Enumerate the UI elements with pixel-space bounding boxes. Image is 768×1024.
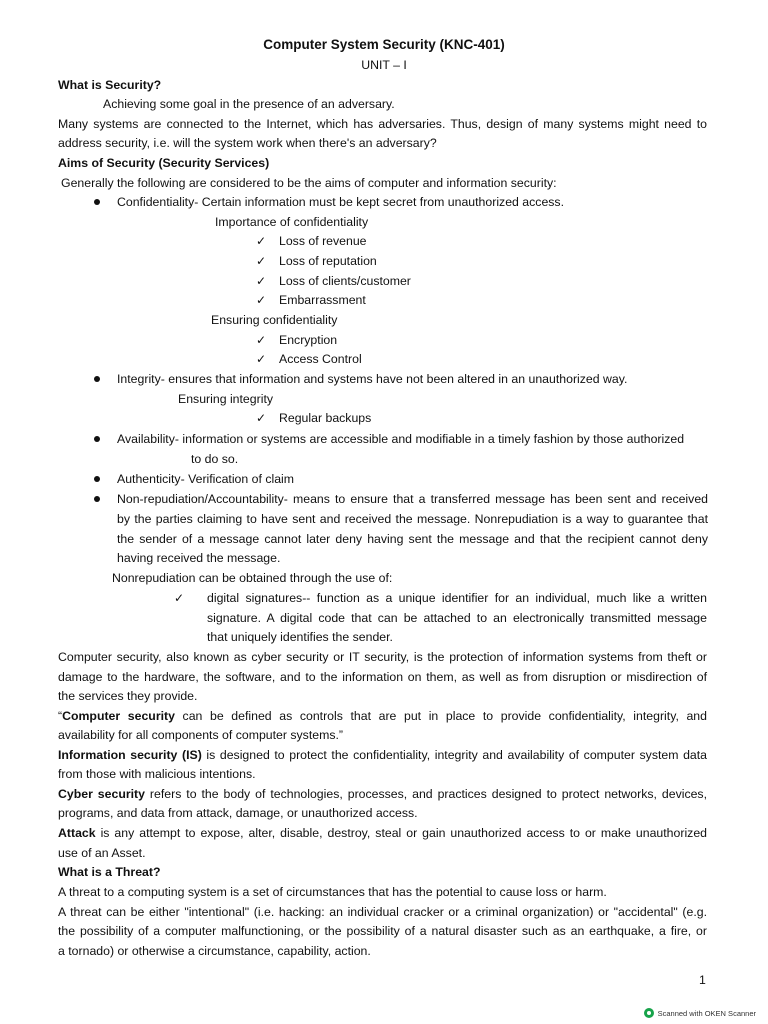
information-security-definition-cont: from those with malicious intentions. xyxy=(58,767,256,781)
ensuring-integrity-label: Ensuring integrity xyxy=(178,392,274,406)
threat-line: A threat can be either "intentional" (i.e. hacking: an individual cracker or a criminal organization) or "accidental" (e.g. xyxy=(58,905,707,919)
bullet-icon xyxy=(94,199,100,205)
information-security-definition xyxy=(58,746,707,764)
heading-what-is-a-threat: What is a Threat? xyxy=(58,865,161,879)
term-information-security: Information security (IS) xyxy=(58,748,202,762)
open-quote: “ xyxy=(58,709,63,723)
term-attack: Attack xyxy=(58,826,96,840)
threat-line: a tornado) or otherwise a circumstance, capability, action. xyxy=(58,944,371,958)
security-paragraph-line: Many systems are connected to the Internet, which has adversaries. Thus, design of many systems might need to xyxy=(58,117,707,131)
bullet-icon xyxy=(94,476,100,482)
check-icon: ✓ xyxy=(256,293,267,307)
definition-text: refers to the body of technologies, processes, and practices designed to protect networks, devices, xyxy=(144,787,707,801)
digital-signatures-line: digital signatures-- function as a unique identifier for an individual, much like a written xyxy=(207,591,707,605)
computer-security-line: the services they provide. xyxy=(58,689,198,703)
security-paragraph-line: address security, i.e. will the system work when there's an adversary? xyxy=(58,136,437,150)
integrity-item: Integrity- ensures that information and systems have not been altered in an unauthorized way. xyxy=(117,372,628,386)
nonrepudiation-line: by the parties claiming to have sent and received the message. Nonrepudiation is a way to guarantee that xyxy=(117,512,708,526)
importance-item: Loss of reputation xyxy=(279,254,377,268)
nonrepudiation-line: Non-repudiation/Accountability- means to ensure that a transferred message has been sent and received xyxy=(117,492,708,506)
check-icon: ✓ xyxy=(256,333,267,347)
importance-item: Loss of revenue xyxy=(279,234,367,248)
computer-security-line: Computer security, also known as cyber security or IT security, is the protection of information systems from theft or xyxy=(58,650,707,664)
availability-item: Availability- information or systems are accessible and modifiable in a timely fashion by those authorized xyxy=(117,432,685,446)
scanner-logo-icon xyxy=(644,1008,654,1018)
bullet-icon xyxy=(94,436,100,442)
nonrepudiation-line: having received the message. xyxy=(117,551,281,565)
check-icon: ✓ xyxy=(256,274,267,288)
computer-security-definition-cont: availability for all components of computer systems.” xyxy=(58,728,343,742)
nonrepudiation-obtained: Nonrepudiation can be obtained through the use of: xyxy=(112,571,393,585)
cyber-security-definition xyxy=(58,785,707,803)
attack-definition xyxy=(58,824,707,842)
heading-what-is-security: What is Security? xyxy=(58,78,162,92)
security-definition: Achieving some goal in the presence of an adversary. xyxy=(103,97,395,111)
ensuring-item: Regular backups xyxy=(279,411,372,425)
heading-aims-of-security: Aims of Security (Security Services) xyxy=(58,156,270,170)
definition-text: can be defined as controls that are put in place to provide confidentiality, integrity, and xyxy=(174,709,707,723)
document-title: Computer System Security (KNC-401) xyxy=(263,37,505,52)
definition-text: is designed to protect the confidentiality, integrity and availability of computer system data xyxy=(201,748,707,762)
authenticity-item: Authenticity- Verification of claim xyxy=(117,472,295,486)
check-icon: ✓ xyxy=(256,411,267,425)
check-icon: ✓ xyxy=(256,254,267,268)
definition-text: is any attempt to expose, alter, disable, destroy, steal or gain unauthorized access to or make unauthorized xyxy=(95,826,707,840)
availability-item-cont: to do so. xyxy=(191,452,239,466)
threat-line: the possibility of a computer malfunctioning, or the possibility of a natural disaster such as an earthquake, a fire, or xyxy=(58,924,707,938)
check-icon: ✓ xyxy=(256,352,267,366)
ensuring-item: Access Control xyxy=(279,352,362,366)
cyber-security-definition-cont: programs, and data from attack, damage, or unauthorized access. xyxy=(58,806,418,820)
nonrepudiation-line: the sender of a message cannot later deny having sent the message and that the recipient cannot deny xyxy=(117,532,708,546)
digital-signatures-line: that uniquely identifies the sender. xyxy=(207,630,393,644)
attack-definition-cont: use of an Asset. xyxy=(58,846,146,860)
bullet-icon xyxy=(94,376,100,382)
threat-line: A threat to a computing system is a set of circumstances that has the potential to cause loss or harm. xyxy=(58,885,607,899)
importance-item: Embarrassment xyxy=(279,293,366,307)
check-icon: ✓ xyxy=(256,234,267,248)
check-icon: ✓ xyxy=(174,591,185,605)
aims-intro: Generally the following are considered to be the aims of computer and information security: xyxy=(61,176,557,190)
ensuring-item: Encryption xyxy=(279,333,338,347)
term-computer-security: Computer security xyxy=(62,709,175,723)
term-cyber-security: Cyber security xyxy=(58,787,145,801)
importance-label: Importance of confidentiality xyxy=(215,215,369,229)
confidentiality-item: Confidentiality- Certain information must be kept secret from unauthorized access. xyxy=(117,195,564,209)
scanner-watermark xyxy=(644,1008,756,1018)
importance-item: Loss of clients/customer xyxy=(279,274,411,288)
ensuring-confidentiality-label: Ensuring confidentiality xyxy=(211,313,338,327)
unit-label: UNIT – I xyxy=(361,58,407,72)
computer-security-definition xyxy=(58,707,707,725)
computer-security-line: damage to the hardware, the software, and to the information on them, as well as from disruption or misdirection of xyxy=(58,670,707,684)
bullet-icon xyxy=(94,496,100,502)
digital-signatures-line: signature. A digital code that can be attached to an electronically transmitted message xyxy=(207,611,707,625)
page-number: 1 xyxy=(699,973,706,987)
scanner-label: Scanned with OKEN Scanner xyxy=(657,1008,756,1018)
